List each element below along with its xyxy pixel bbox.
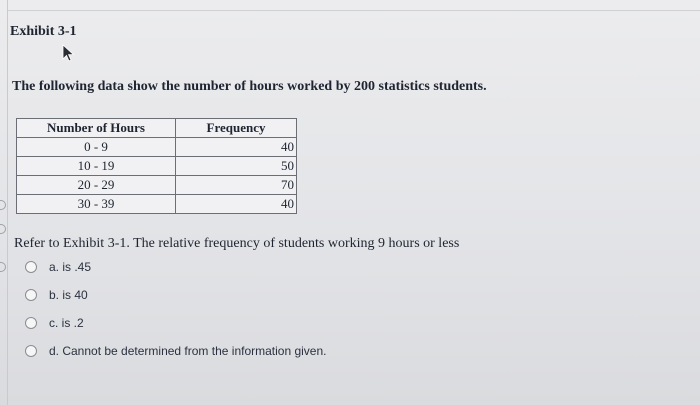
radio-button[interactable]: [25, 261, 37, 273]
radio-button[interactable]: [25, 345, 37, 357]
frequency-cell: 40: [176, 195, 297, 214]
exhibit-title: Exhibit 3-1: [10, 24, 77, 39]
hours-cell: 10 - 19: [17, 157, 176, 176]
question-text: Refer to Exhibit 3-1. The relative frequency of students working 9 hours or less: [14, 236, 460, 251]
frequency-cell: 40: [176, 138, 297, 157]
table-row: [17, 176, 297, 195]
option-label: d. Cannot be determined from the information given.: [49, 344, 327, 358]
hours-cell: 20 - 29: [17, 176, 176, 195]
column-header-frequency: Frequency: [176, 119, 297, 138]
table-row: [17, 157, 297, 176]
option-c[interactable]: [25, 314, 425, 332]
hours-cell: 0 - 9: [17, 138, 176, 157]
hours-cell: 30 - 39: [17, 195, 176, 214]
table-row: [17, 138, 297, 157]
table-header-row: [17, 119, 297, 138]
table-row: [17, 195, 297, 214]
option-d[interactable]: [25, 342, 425, 360]
frequency-table: [16, 118, 297, 214]
frequency-cell: 70: [176, 176, 297, 195]
option-label: c. is .2: [49, 316, 84, 330]
mouse-cursor-icon: [62, 44, 76, 64]
radio-button[interactable]: [25, 289, 37, 301]
column-header-hours: Number of Hours: [17, 119, 176, 138]
radio-button[interactable]: [25, 317, 37, 329]
option-label: a. is .45: [49, 260, 92, 274]
frequency-cell: 50: [176, 157, 297, 176]
option-b[interactable]: [25, 286, 425, 304]
option-label: b. is 40: [49, 288, 88, 302]
exhibit-description: The following data show the number of hours worked by 200 statistics students.: [12, 79, 487, 94]
option-a[interactable]: [25, 258, 425, 276]
